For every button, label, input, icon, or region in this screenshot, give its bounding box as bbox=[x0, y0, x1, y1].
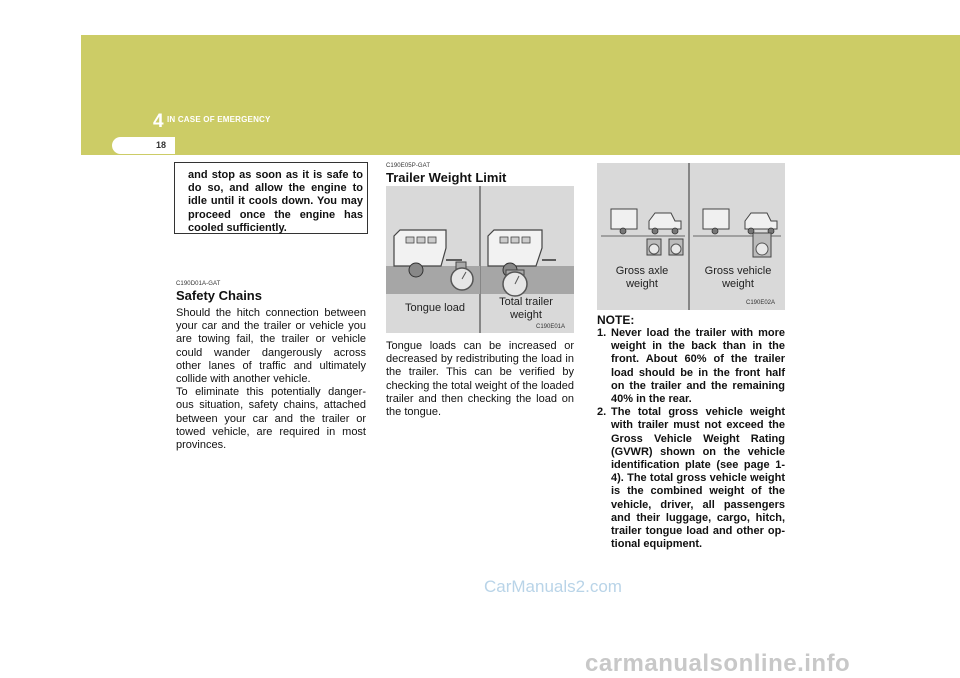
figure-label-line: weight bbox=[722, 278, 754, 290]
chapter-title: IN CASE OF EMERGENCY bbox=[167, 115, 271, 124]
section-body: Tongue loads can be increased or decreased by redistributing the load in the trailer. This can be verified by checking the total weight of the loaded trailer and then checking the load on the tongue. bbox=[386, 340, 574, 419]
note-heading: NOTE: bbox=[597, 313, 635, 327]
figure-label bbox=[696, 265, 780, 291]
warning-text: and stop as soon as it is safe to do so, and allow the engine to idle until it cools down. You may proceed once the engine has cooled sufficiently. bbox=[188, 169, 363, 234]
figure-label bbox=[486, 296, 566, 322]
section-body bbox=[176, 307, 366, 452]
list-text: The total gross vehicle weight with trailer must not exceed the Gross Vehicle Weight Rating (GVWR) shown on the vehicle identification plate (see page 1-4). The total gross vehicle weight is the combined weight of the vehicle, driver, all passengers and their luggage, cargo, hitch, trailer tongue load and other op-tional equipment. bbox=[611, 406, 785, 551]
figure-label-line: Total trailer bbox=[499, 296, 553, 308]
watermark-link[interactable]: CarManuals2.com bbox=[484, 577, 622, 596]
paragraph: To eliminate this potentially danger-ous situation, safety chains, attached between your car and the trailer or towed vehicle, are required in most provinces. bbox=[176, 386, 366, 452]
chapter-header-band bbox=[81, 35, 960, 155]
section-code: C190E05P-GAT bbox=[386, 163, 431, 169]
list-number: 1. bbox=[597, 327, 607, 339]
figure-label-line: Gross vehicle bbox=[704, 265, 772, 277]
list-item bbox=[597, 406, 785, 551]
figure-label-line: weight bbox=[510, 309, 542, 321]
figure-label bbox=[604, 265, 680, 291]
section-heading: Trailer Weight Limit bbox=[386, 170, 507, 185]
chapter-number: 4 bbox=[153, 111, 164, 132]
figure-code: C190E02A bbox=[746, 300, 776, 306]
paragraph: Should the hitch connection between your car and the trailer or vehicle you are towing fail, the trailer or vehicle could wander dangerously across other lanes of traffic and ultimately collide with another vehicle. bbox=[176, 307, 366, 386]
watermark-text: carmanualsonline.info bbox=[585, 650, 851, 677]
section-heading: Safety Chains bbox=[176, 288, 262, 303]
figure-label-line: weight bbox=[626, 278, 658, 290]
note-list bbox=[597, 327, 785, 551]
page-number: 18 bbox=[156, 140, 167, 150]
figure-code: C190E01A bbox=[536, 324, 566, 330]
list-text: Never load the trailer with more weight in the back than in the front. About 60% of the trailer load should be in the front half on the trailer and the remaining 40% in the rear. bbox=[611, 327, 785, 406]
figure-label: Tongue load bbox=[405, 302, 465, 314]
figure-label-line: Gross axle bbox=[615, 265, 669, 277]
section-code: C190D01A-GAT bbox=[176, 281, 221, 287]
list-item bbox=[597, 327, 785, 406]
list-number: 2. bbox=[597, 406, 607, 419]
